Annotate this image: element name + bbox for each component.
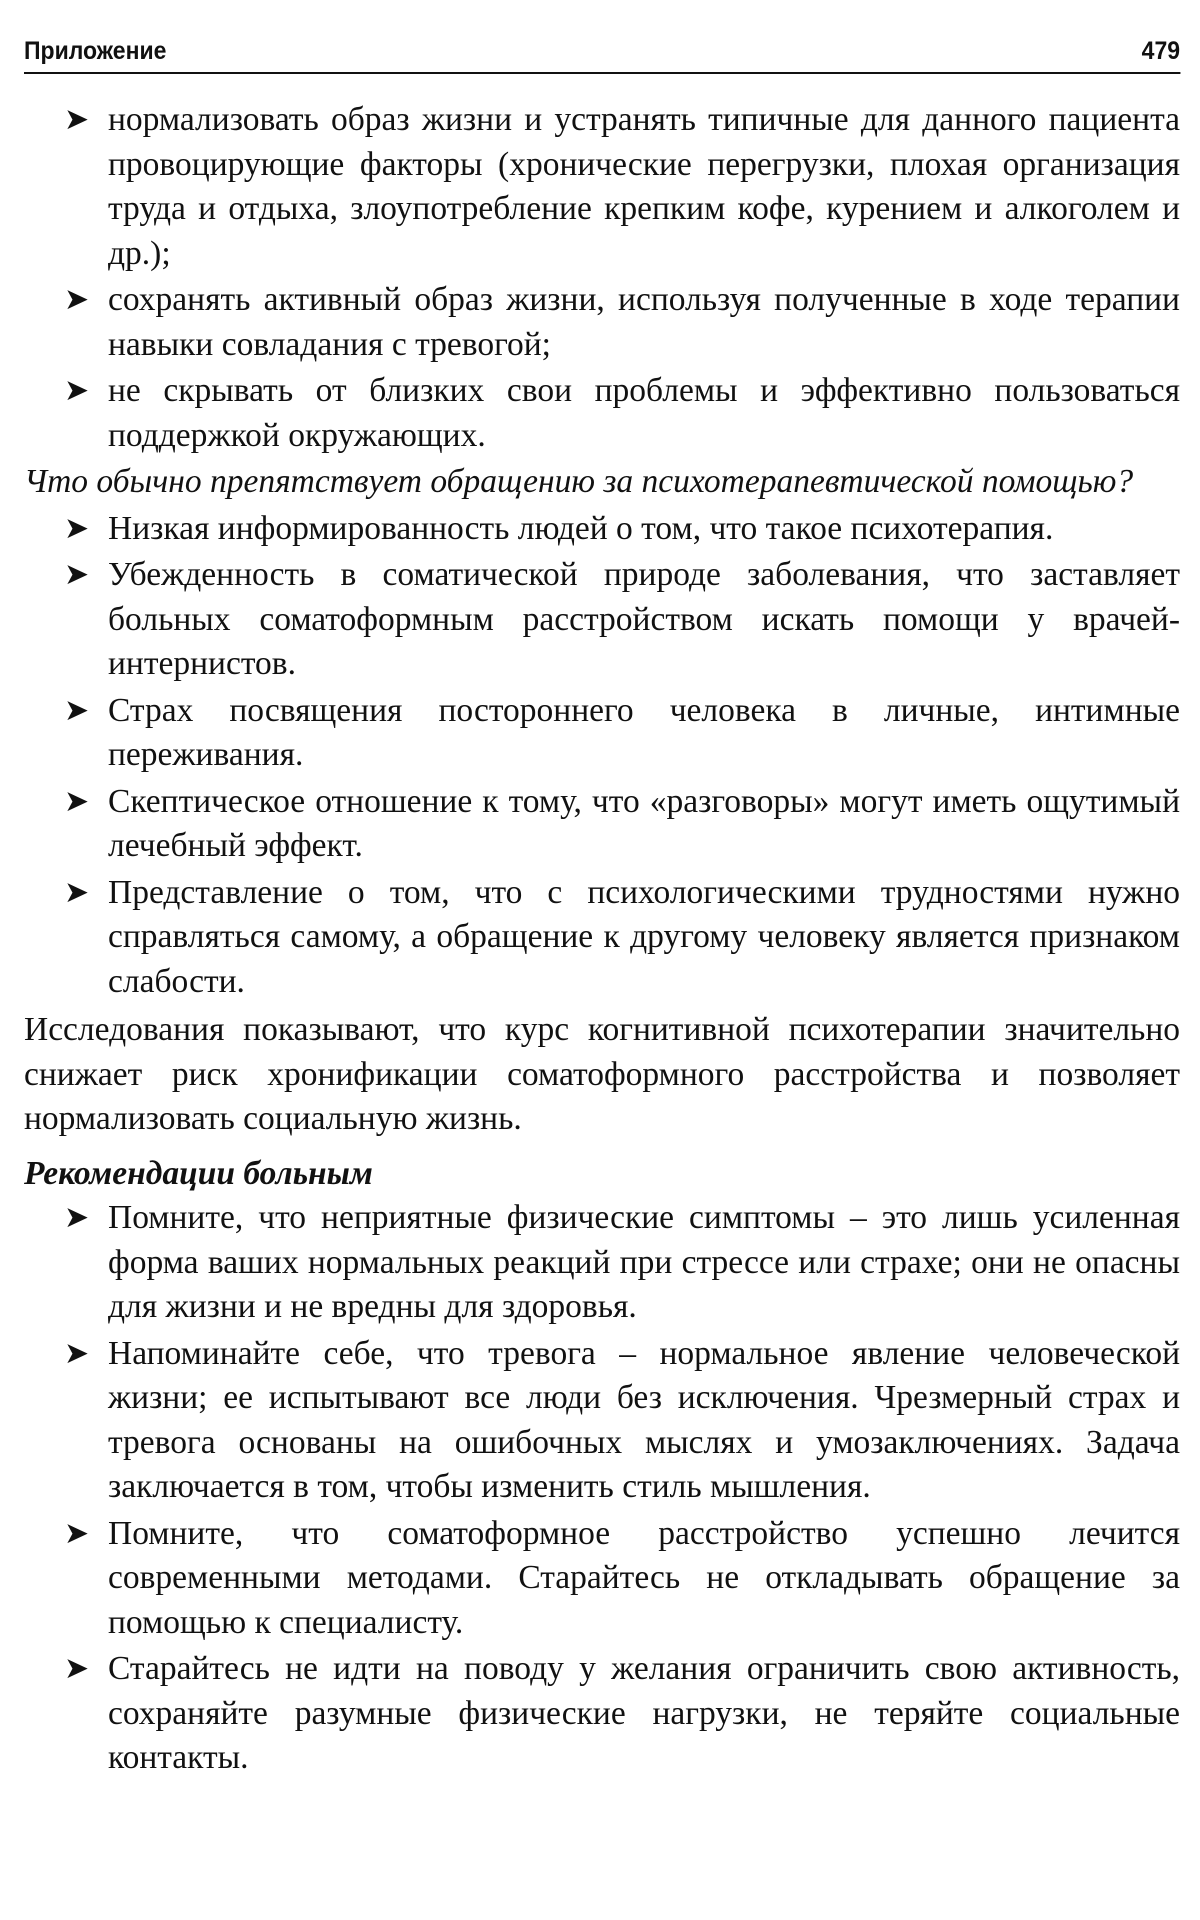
list-item-text: Старайтесь не идти на поводу у желания ограничить свою активность, сохраняйте разумные физические нагрузки, не теряйте социальные контакты. <box>108 1650 1180 1776</box>
arrowhead-bullet-icon: ➤ <box>64 282 90 317</box>
arrowhead-bullet-icon: ➤ <box>64 510 90 546</box>
list-item <box>24 1647 1180 1781</box>
list-item <box>24 278 1180 367</box>
list-item <box>24 553 1180 687</box>
arrowhead-bullet-icon: ➤ <box>64 1651 90 1686</box>
arrowhead-bullet-icon: ➤ <box>64 692 90 728</box>
arrowhead-bullet-icon: ➤ <box>64 1515 90 1551</box>
book-page <box>24 36 1180 1783</box>
bullet-list-patient-recommendations <box>24 1196 1180 1781</box>
list-item <box>24 1196 1180 1330</box>
arrowhead-bullet-icon: ➤ <box>64 1335 90 1371</box>
list-item-text: Убежденность в соматической природе заболевания, что заставляет больных соматоформным расстройством искать помощи у врачей-интернистов. <box>108 556 1180 682</box>
arrowhead-bullet-icon: ➤ <box>64 783 90 819</box>
list-item-text: Помните, что соматоформное расстройство успешно лечится современными методами. Старайтесь не откладывать обращение за помощью к специалисту. <box>108 1514 1180 1641</box>
list-item-text: не скрывать от близких свои проблемы и эффективно пользоваться поддержкой окружающих. <box>108 372 1180 454</box>
list-item-text: Напоминайте себе, что тревога – нормальное явление человеческой жизни; ее испытывают все люди без исключения. Чрезмерный страх и тревога основаны на ошибочных мыслях и умозаключениях. Задача заключается в том, чтобы изменить стиль мышления. <box>108 1334 1180 1505</box>
arrowhead-bullet-icon: ➤ <box>64 1200 90 1235</box>
arrowhead-bullet-icon: ➤ <box>64 557 90 592</box>
bullet-list-recommendations-intro <box>24 98 1180 458</box>
body-text <box>24 98 1180 1781</box>
list-item-text: сохранять активный образ жизни, используя полученные в ходе терапии навыки совладания с тревогой; <box>108 281 1180 363</box>
list-item-text: Страх посвящения постороннего человека в личные, интимные переживания. <box>108 691 1180 773</box>
list-item <box>24 689 1180 778</box>
body-paragraph: Исследования показывают, что курс когнитивной психотерапии значительно снижает риск хронификации соматоформного расстройства и позволяет нормализовать социальную жизнь. <box>24 1011 1180 1137</box>
arrowhead-bullet-icon: ➤ <box>64 373 90 408</box>
list-item <box>24 1332 1180 1510</box>
arrowhead-bullet-icon: ➤ <box>64 102 90 137</box>
list-item-text: Помните, что неприятные физические симптомы – это лишь усиленная форма ваших нормальных реакций при стрессе или страхе; они не опасны для жизни и не вредны для здоровья. <box>108 1199 1180 1325</box>
section-heading: Рекомендации больным <box>24 1154 373 1192</box>
list-item-text: Низкая информированность людей о том, что такое психотерапия. <box>108 509 1054 547</box>
running-head-section: Приложение <box>24 37 167 65</box>
bullet-list-obstacles <box>24 507 1180 1005</box>
list-item <box>24 871 1180 1005</box>
list-item <box>24 1512 1180 1646</box>
list-item-text: Представление о том, что с психологическими трудностями нужно справляться самому, а обращение к другому человеку является признаком слабости. <box>108 873 1180 1000</box>
question-heading: Что обычно препятствует обращению за психотерапевтической помощью? <box>24 463 1134 500</box>
list-item-text: Скептическое отношение к тому, что «разговоры» могут иметь ощутимый лечебный эффект. <box>108 782 1180 864</box>
arrowhead-bullet-icon: ➤ <box>64 874 90 910</box>
list-item <box>24 369 1180 458</box>
list-item <box>24 780 1180 869</box>
page-number: 479 <box>1141 37 1181 65</box>
list-item-text: нормализовать образ жизни и устранять типичные для данного пациента провоцирующие факторы (хронические перегрузки, плохая организация труда и отдыха, злоупотребление крепким кофе, курением и алкоголем и др.); <box>108 101 1180 272</box>
running-head <box>24 36 1180 74</box>
list-item <box>24 98 1180 276</box>
list-item <box>24 507 1180 552</box>
